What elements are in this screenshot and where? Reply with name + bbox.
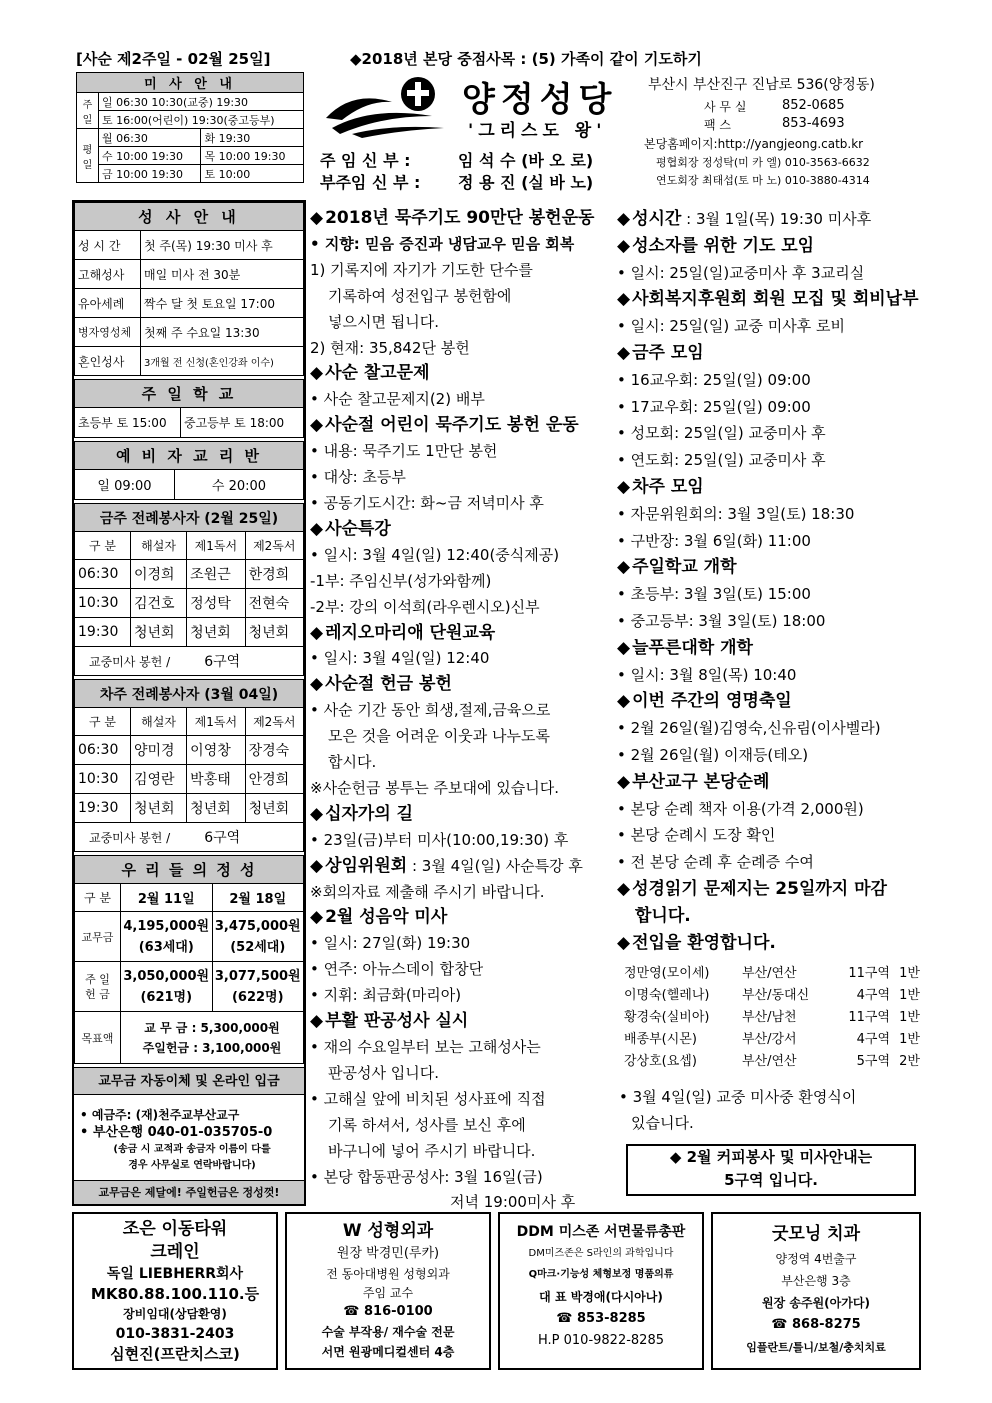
notice-line: ※회의자료 제출해 주시기 바랍니다. <box>310 882 545 901</box>
ad-line: W 성형외과 <box>342 1221 434 1241</box>
notice-line: 2) 현재: 35,842단 봉헌 <box>310 338 470 357</box>
finance-amount: 4,195,000원 <box>123 918 210 934</box>
notice-line: 1) 기록지에 자기가 기도한 단수를 <box>310 260 533 279</box>
office-label: 사 무 실 <box>704 100 747 114</box>
ad-line: Q마크·기능성 체형보정 명품의류 <box>528 1269 674 1280</box>
newcomer-cell: 5구역 <box>856 1053 890 1069</box>
finance-row-label: 교무금 <box>75 912 121 962</box>
section-title <box>617 206 923 233</box>
goal-offering: 주일헌금 : 3,100,000원 <box>142 1040 282 1055</box>
notice-line: -2부: 강의 이석희(라우렌시오)신부 <box>310 597 540 616</box>
notice-item: • 2월 26일(월)김영숙,신유림(이사벨라) <box>617 715 923 742</box>
ad-line: MK80.88.100.110.등 <box>90 1285 260 1303</box>
parish-address: 부산시 부산진구 진남로 536(양정동) <box>648 77 875 93</box>
pastoral-motto: ◆2018년 본당 중점사목 : (5) 가족이 같이 기도하기 <box>350 50 702 68</box>
finance-count: (63세대) <box>138 939 194 955</box>
ad-line: 조은 이동타워 <box>122 1219 228 1239</box>
liturgy-header: 제2독서 <box>245 708 303 736</box>
offering-label: 교중미사 봉헌 / <box>89 831 171 845</box>
notice-item: • 내용: 묵주기도 1만단 봉헌 <box>310 439 614 465</box>
notice-item: • 구반장: 3월 6일(화) 11:00 <box>617 528 923 555</box>
ad-line: 010-3831-2403 <box>115 1326 235 1342</box>
yeondo-contact: 연도회장 최태섭(토 마 노) 010-3880-4314 <box>656 174 870 187</box>
assistant-name: 정 용 진 (실 바 노) <box>458 173 594 192</box>
notice-line: 넣으시면 됩니다. <box>328 312 439 331</box>
sunday-label: 주일 <box>77 93 99 129</box>
section-title: 합니다. <box>635 905 691 926</box>
liturgy-this-title: 금주 전례봉사자 (2월 25일) <box>75 504 304 532</box>
newcomer-row <box>622 1004 922 1026</box>
sacrament-value: 짝수 달 첫 토요일 17:00 <box>141 289 304 318</box>
ad-line: DM미즈존은 S라인의 과학입니다 <box>528 1248 674 1259</box>
notice-item: • 전 본당 순례 후 순례증 수여 <box>617 849 923 876</box>
president-contact: 평협회장 정성탁(미 카 엘) 010-3563-6632 <box>656 156 870 169</box>
sunday-school-title: 주 일 학 교 <box>75 380 304 408</box>
notice-item: • 초등부: 3월 3일(토) 15:00 <box>617 581 923 608</box>
liturgy-cell: 전현숙 <box>245 589 303 618</box>
coffee-notice-line: ◆ 2월 커피봉사 및 미사안내는 <box>669 1148 873 1166</box>
pastor-name: 임 석 수 (바 오 로) <box>458 151 594 170</box>
section-title: ◆ 2018년 묵주기도 90만단 봉헌운동 <box>310 206 614 232</box>
offering-label: 교중미사 봉헌 / <box>89 655 171 669</box>
ad-plastic-surgery <box>285 1212 491 1370</box>
notice-item: • 성모회: 25일(일) 교중미사 후 <box>617 420 923 447</box>
notice-item: • 본당 순례시 도장 확인 <box>617 822 923 849</box>
catechumen-cell: 일 09:00 <box>75 470 175 500</box>
weekday-cell: 토 10:00 <box>201 165 304 183</box>
liturgy-cell: 박홍태 <box>187 765 245 794</box>
finance-row-label: 주 일 헌 금 <box>75 962 121 1012</box>
notice-item: • 일시: 27일(화) 19:30 <box>310 931 614 957</box>
newcomer-row <box>622 982 922 1004</box>
sacrament-label: 유아세례 <box>75 289 141 318</box>
notice-item: • 일시: 3월 4일(일) 12:40(중식제공) <box>310 543 614 569</box>
liturgy-cell: 청년회 <box>130 794 186 823</box>
notice-item: • 대상: 초등부 <box>310 465 614 491</box>
sacrament-label: 고해성사 <box>75 260 141 289</box>
notice-item: • 재의 수요일부터 보는 고해성사는 <box>310 1035 614 1061</box>
newcomer-cell: 부산/연산 <box>742 1053 797 1069</box>
liturgy-cell: 청년회 <box>245 618 303 647</box>
transfer-title: 교무금 자동이체 및 온라인 입금 <box>74 1067 304 1095</box>
notice-item: • 공동기도시간: 화~금 저녁미사 후 <box>310 491 614 517</box>
ad-line: 수술 부작용/ 재수술 전문 <box>321 1325 455 1339</box>
office-phone: 852-0685 <box>782 98 845 113</box>
section-title: ◆ 전입을 환영합니다. <box>617 930 923 957</box>
section-title: ◆ 사순 찰고문제 <box>310 361 614 387</box>
finance-title: 우 리 들 의 정 성 <box>75 856 304 884</box>
section-title-bold: 성시간 <box>632 209 682 229</box>
catechumen-cell: 수 20:00 <box>175 470 304 500</box>
ad-dental <box>711 1212 921 1370</box>
ad-line: 서면 원광메디컬센터 4층 <box>321 1345 455 1359</box>
sacrament-value: 첫째 주 수요일 13:30 <box>141 318 304 347</box>
newcomer-cell: 11구역 <box>848 965 890 981</box>
coffee-notice-line: 5구역 입니다. <box>724 1171 818 1189</box>
date-line: [사순 제2주일 - 02월 25일] <box>76 50 271 68</box>
liturgy-this-week-table <box>74 503 304 676</box>
ad-line: 장비임대(상담환영) <box>123 1307 227 1321</box>
section-title: ◆ 늘푸른대학 개학 <box>617 635 923 662</box>
ad-line: 양정역 4번출구 <box>775 1252 857 1266</box>
finance-amount: 3,077,500원 <box>214 968 301 984</box>
notice-item: • 17교우회: 25일(일) 09:00 <box>617 394 923 421</box>
liturgy-cell: 이경희 <box>130 560 186 589</box>
ad-line: 원장 송주원(아가다) <box>762 1296 870 1310</box>
newcomer-row <box>622 960 922 982</box>
section-title: ◆ 부활 판공성사 실시 <box>310 1009 614 1035</box>
liturgy-cell: 청년회 <box>187 618 245 647</box>
newcomer-cell: 정만영(모이세) <box>624 965 710 981</box>
ad-line: 대 표 박경애(다시아나) <box>539 1290 663 1304</box>
notice-line: 바구니에 넣어 주시기 바랍니다. <box>328 1141 536 1160</box>
mass-schedule-table <box>76 72 304 183</box>
ad-crane <box>72 1212 278 1370</box>
offering-value: 6구역 <box>204 830 241 846</box>
section-title: ◆ 2월 성음악 미사 <box>310 905 614 931</box>
coffee-notice-box <box>626 1144 916 1196</box>
newcomer-cell: 4구역 <box>856 1031 890 1047</box>
liturgy-cell: 06:30 <box>75 560 131 589</box>
transfer-box <box>74 1095 304 1185</box>
section-title: ◆ 십자가의 길 <box>310 802 614 828</box>
liturgy-cell: 06:30 <box>75 736 131 765</box>
section-title: ◆ 부산교구 본당순례 <box>617 769 923 796</box>
finance-header: 2월 18일 <box>212 884 304 912</box>
liturgy-cell: 조원근 <box>187 560 245 589</box>
notice-item: • 연도회: 25일(일) 교중미사 후 <box>617 447 923 474</box>
finance-count: (52세대) <box>230 939 286 955</box>
newcomer-cell: 2반 <box>899 1053 920 1069</box>
finance-table <box>74 855 304 1064</box>
left-column <box>72 200 306 1206</box>
ad-misszone <box>498 1212 704 1370</box>
notice-line: 합시다. <box>328 753 377 772</box>
transfer-note: 경우 사무실로 연락바랍니다) <box>128 1160 256 1171</box>
sunday-school-table <box>74 379 304 438</box>
right-column <box>617 206 923 953</box>
welcome-note <box>619 1084 856 1136</box>
mass-title: 미 사 안 내 <box>77 73 304 93</box>
weekday-cell: 수 10:00 19:30 <box>99 147 201 165</box>
weekday-cell: 화 19:30 <box>201 129 304 147</box>
notice-item: • 사순 찰고문제지(2) 배부 <box>310 387 614 413</box>
section-title: ◆ 사순절 헌금 봉헌 <box>310 672 614 698</box>
section-title: ◆ 레지오마리애 단원교육 <box>310 621 614 647</box>
liturgy-cell: 안경희 <box>245 765 303 794</box>
section-title: ◆ 금주 모임 <box>617 340 923 367</box>
notice-line: -1부: 주임신부(성가와함께) <box>310 571 492 590</box>
welcome-note-line: • 3월 4일(일) 교중 미사중 환영식이 <box>619 1088 857 1106</box>
sacrament-value: 매일 미사 전 30분 <box>141 260 304 289</box>
newcomer-cell: 부산/강서 <box>742 1031 797 1047</box>
liturgy-cell: 10:30 <box>75 589 131 618</box>
liturgy-cell: 김영란 <box>130 765 186 794</box>
welcome-note-line: 있습니다. <box>631 1114 694 1132</box>
section-title: ◆ 사순절 어린이 묵주기도 봉헌 운동 <box>310 413 614 439</box>
liturgy-header: 구 분 <box>75 532 131 560</box>
section-title: ◆ 이번 주간의 영명축일 <box>617 688 923 715</box>
sunday-school-cell: 초등부 토 15:00 <box>75 408 181 438</box>
newcomer-cell: 1반 <box>899 1009 920 1025</box>
section-title-detail: : 3월 1일(목) 19:30 미사후 <box>681 210 872 228</box>
homepage-link[interactable]: 본당홈페이지:http://yangjeong.catb.kr <box>644 137 864 151</box>
catechumen-table <box>74 441 304 500</box>
parish-logo-icon <box>322 72 452 140</box>
middle-column <box>310 206 614 1212</box>
newcomer-row <box>622 1026 922 1048</box>
liturgy-cell: 19:30 <box>75 618 131 647</box>
sunday-row-2: 토 16:00(어린이) 19:30(중고등부) <box>99 111 304 129</box>
notice-line: 저녁 19:00미사 후 <box>450 1193 576 1212</box>
newcomer-cell: 부산/동대신 <box>742 987 810 1003</box>
ad-line: 독일 LIEBHERR회사 <box>106 1266 244 1282</box>
catechumen-title: 예 비 자 교 리 반 <box>75 442 304 470</box>
ad-line: ☎ 853-8285 <box>556 1311 646 1326</box>
section-title-detail: : 3월 4일(일) 사순특강 후 <box>407 856 583 875</box>
notice-item: • 2월 26일(월) 이재등(테오) <box>617 742 923 769</box>
pastor-label: 주 임 신 부 : <box>320 151 411 170</box>
liturgy-cell: 10:30 <box>75 765 131 794</box>
goal-label: 목표액 <box>75 1012 121 1064</box>
notice-line: ※사순헌금 봉투는 주보대에 있습니다. <box>310 778 559 797</box>
notice-item: • 일시: 3월 4일(일) 12:40 <box>310 646 614 672</box>
newcomer-cell: 강상호(요셉) <box>624 1053 697 1069</box>
offering-value: 6구역 <box>204 654 241 670</box>
sacraments-title: 성 사 안 내 <box>75 203 304 231</box>
liturgy-header: 해설자 <box>130 708 186 736</box>
section-title: ◆ 주일학교 개학 <box>617 554 923 581</box>
section-title: ◆ 성소자를 위한 기도 모임 <box>617 233 923 260</box>
sunday-school-cell: 중고등부 토 18:00 <box>181 408 304 438</box>
liturgy-header: 해설자 <box>130 532 186 560</box>
ad-line: 굿모닝 치과 <box>771 1224 861 1244</box>
section-title: ◆ 성경읽기 문제지는 25일까지 마감 <box>617 876 923 903</box>
weekday-cell: 금 10:00 19:30 <box>99 165 201 183</box>
notice-line: 기록 하셔서, 성사를 보신 후에 <box>328 1115 526 1134</box>
parish-subtitle: '그리스도 왕' <box>468 121 607 141</box>
newcomer-cell: 이명숙(헬레나) <box>624 987 710 1003</box>
notice-item: • 고해실 앞에 비치된 성사표에 직접 <box>310 1087 614 1113</box>
finance-header: 구 분 <box>75 884 121 912</box>
section-title <box>310 854 614 880</box>
section-title: ◆ 차주 모임 <box>617 474 923 501</box>
newcomer-cell: 배종부(시몬) <box>624 1031 697 1047</box>
assistant-label: 부주임 신 부 : <box>320 173 421 192</box>
ad-line: 심현진(프란치스코) <box>110 1345 240 1363</box>
notice-item: • 사순 기간 동안 희생,절제,금육으로 <box>310 698 614 724</box>
sacraments-table <box>74 202 304 376</box>
ad-line: 전 동아대병원 성형외과 <box>326 1267 450 1281</box>
sacrament-value: 첫 주(목) 19:30 미사 후 <box>141 231 304 260</box>
finance-amount: 3,050,000원 <box>123 968 210 984</box>
notice-item: • 본당 합동판공성사: 3월 16일(금) <box>310 1165 614 1191</box>
ad-line: 원장 박경민(루카) <box>336 1246 440 1261</box>
newcomer-cell: 1반 <box>899 987 920 1003</box>
liturgy-cell: 한경희 <box>245 560 303 589</box>
section-title: ◆ 사회복지후원회 회원 모집 및 회비납부 <box>617 286 923 313</box>
liturgy-next-title: 차주 전례봉사자 (3월 04일) <box>75 680 304 708</box>
newcomer-cell: 4구역 <box>856 987 890 1003</box>
ad-line: 크레인 <box>150 1242 200 1262</box>
transfer-holder: • 예금주: (재)천주교부산교구 <box>80 1108 240 1122</box>
sacrament-label: 병자영성체 <box>75 318 141 347</box>
newcomer-cell: 부산/연산 <box>742 965 797 981</box>
finance-header: 2월 11일 <box>121 884 213 912</box>
notice-line: 모은 것을 어려운 이웃과 나누도록 <box>328 727 550 746</box>
newcomer-cell: 11구역 <box>848 1009 890 1025</box>
newcomer-table <box>622 960 922 1070</box>
liturgy-cell: 정성탁 <box>187 589 245 618</box>
liturgy-header: 제1독서 <box>187 532 245 560</box>
notice-item: • 23일(금)부터 미사(10:00,19:30) 후 <box>310 828 614 854</box>
ad-line: 주임 교수 <box>362 1286 414 1300</box>
newcomer-cell: 부산/남천 <box>742 1009 797 1025</box>
transfer-account: • 부산은행 040-01-035705-0 <box>80 1125 273 1140</box>
parish-name: 양정성당 <box>462 80 618 120</box>
section-title: ◆ 사순특강 <box>310 517 614 543</box>
liturgy-cell: 청년회 <box>187 794 245 823</box>
fax-label: 팩 스 <box>704 118 731 132</box>
notice-item: • 연주: 아뉴스데이 합창단 <box>310 957 614 983</box>
notice-item: • 본당 순례 책자 이용(가격 2,000원) <box>617 796 923 823</box>
finance-amount: 3,475,000원 <box>214 918 301 934</box>
finance-count: (622명) <box>231 989 284 1005</box>
newcomer-cell: 1반 <box>899 1031 920 1047</box>
notice-item: • 지휘: 최금화(마리아) <box>310 983 614 1009</box>
ad-line: ☎ 816-0100 <box>343 1304 433 1319</box>
notice-item: • 중고등부: 3월 3일(토) 18:00 <box>617 608 923 635</box>
liturgy-cell: 19:30 <box>75 794 131 823</box>
ad-line: 임플란트/틀니/보철/충치치료 <box>746 1341 886 1354</box>
sunday-row-1: 일 06:30 10:30(교중) 19:30 <box>99 93 304 111</box>
notice-item: • 자문위원회의: 3월 3일(토) 18:30 <box>617 501 923 528</box>
notice-item: • 일시: 25일(일)교중미사 후 3교리실 <box>617 260 923 287</box>
ad-line: 부산은행 3층 <box>781 1274 851 1288</box>
transfer-note: (송금 시 교적과 송금자 이름이 다를 <box>113 1144 271 1155</box>
weekday-label: 평일 <box>77 129 99 183</box>
liturgy-header: 제1독서 <box>187 708 245 736</box>
liturgy-header: 구 분 <box>75 708 131 736</box>
newcomer-cell: 황경숙(실비아) <box>624 1009 710 1025</box>
liturgy-header: 제2독서 <box>245 532 303 560</box>
notice-item: • 지향: 믿음 증진과 냉담교우 믿음 회복 <box>310 232 614 258</box>
newcomer-row <box>622 1048 922 1070</box>
liturgy-next-week-table <box>74 679 304 852</box>
weekday-cell: 목 10:00 19:30 <box>201 147 304 165</box>
notice-line: 판공성사 입니다. <box>328 1063 439 1082</box>
finance-count: (621명) <box>140 989 193 1005</box>
weekday-cell: 월 06:30 <box>99 129 201 147</box>
notice-line: 기록하여 성전입구 봉헌함에 <box>328 286 512 305</box>
liturgy-cell: 청년회 <box>245 794 303 823</box>
sacrament-value: 3개월 전 신청(혼인강좌 이수) <box>141 347 304 376</box>
goal-dues: 교 무 금 : 5,300,000원 <box>144 1020 280 1035</box>
sacrament-label: 혼인성사 <box>75 347 141 376</box>
section-title-bold: 상임위원회 <box>325 855 408 876</box>
transfer-footer: 교무금은 제달에! 주일헌금은 정성껏! <box>74 1180 304 1204</box>
notice-item: • 일시: 3월 8일(목) 10:40 <box>617 662 923 689</box>
newcomer-cell: 1반 <box>899 965 920 981</box>
liturgy-cell: 청년회 <box>130 618 186 647</box>
ad-line: ☎ 868-8275 <box>771 1317 861 1332</box>
fax-phone: 853-4693 <box>782 116 845 131</box>
liturgy-cell: 양미경 <box>130 736 186 765</box>
notice-item: • 16교우회: 25일(일) 09:00 <box>617 367 923 394</box>
liturgy-cell: 김건호 <box>130 589 186 618</box>
ad-line: H.P 010-9822-8285 <box>537 1333 664 1348</box>
sacrament-label: 성 시 간 <box>75 231 141 260</box>
ad-line: DDM 미스존 서면물류총판 <box>516 1224 686 1240</box>
notice-item: • 일시: 25일(일) 교중 미사후 로비 <box>617 313 923 340</box>
liturgy-cell: 장경숙 <box>245 736 303 765</box>
liturgy-cell: 이영창 <box>187 736 245 765</box>
